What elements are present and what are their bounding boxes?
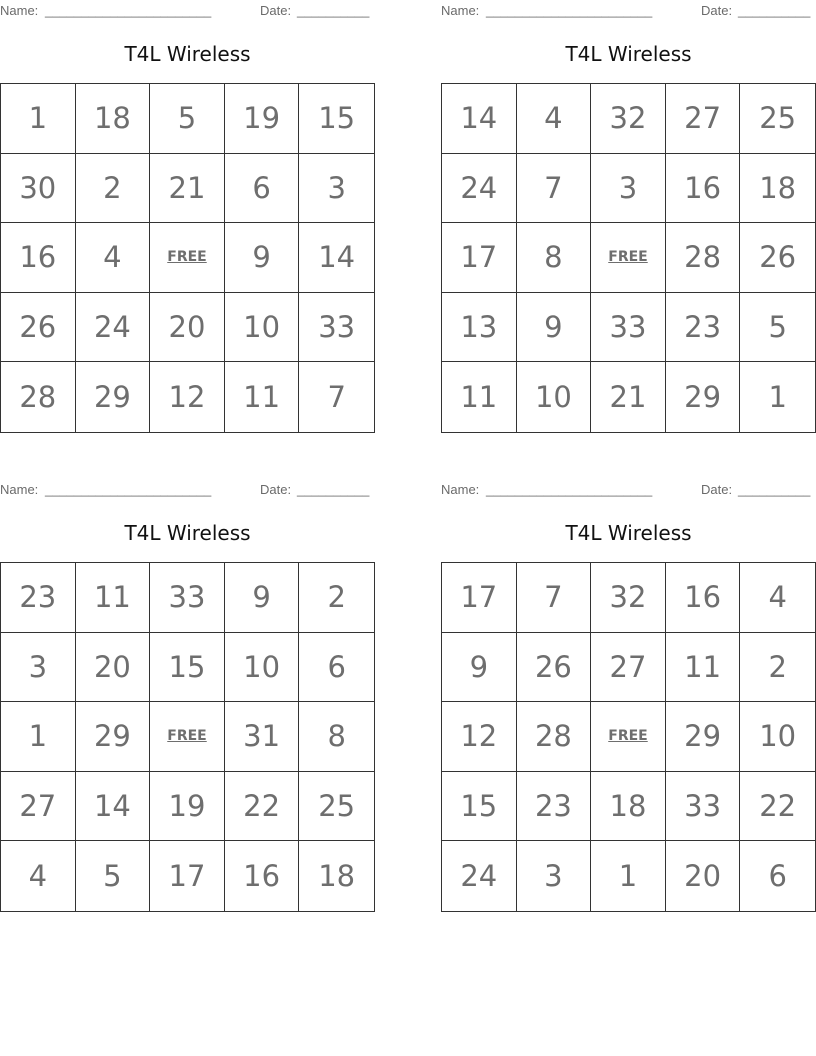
bingo-cell: 3: [517, 841, 592, 911]
bingo-cell: 18: [76, 84, 151, 154]
bingo-cell: 6: [768, 859, 787, 894]
card-title: T4L Wireless: [565, 42, 692, 66]
bingo-cell: 14: [442, 84, 517, 154]
bingo-cell: 4: [517, 84, 592, 154]
bingo-cell: 25: [740, 84, 815, 154]
bingo-cell: 21: [591, 362, 666, 432]
name-label: Name:: [441, 482, 480, 497]
bingo-cell: 1: [591, 841, 666, 911]
bingo-cell: 32: [591, 84, 666, 154]
name-field: _______________________: [486, 482, 653, 497]
bingo-cell: 23: [517, 772, 592, 842]
bingo-cell: 33: [591, 293, 666, 363]
bingo-cell: 22: [225, 772, 300, 842]
bingo-cell: 11: [442, 362, 517, 432]
bingo-cell: 28: [666, 223, 741, 293]
bingo-cell: 27: [1, 772, 76, 842]
bingo-cell: 4: [76, 223, 151, 293]
bingo-cell: 24: [442, 154, 517, 224]
bingo-cell: 2: [76, 154, 151, 224]
bingo-cell: 5: [150, 84, 225, 154]
bingo-cell: 18: [740, 154, 815, 224]
free-space-cell: FREE: [150, 223, 225, 293]
bingo-cell: 20: [76, 633, 151, 703]
bingo-cell: 15: [442, 772, 517, 842]
bingo-cell: 5: [76, 841, 151, 911]
bingo-grid: [0, 562, 375, 912]
date-label: Date:: [701, 482, 733, 497]
bingo-cell: 16: [666, 563, 741, 633]
bingo-cell: 7: [517, 154, 592, 224]
bingo-cell: 6: [299, 633, 374, 703]
bingo-cell: 16: [666, 154, 741, 224]
bingo-cell: 31: [225, 702, 300, 772]
name-field: _______________________: [45, 482, 212, 497]
bingo-cell: 33: [666, 772, 741, 842]
card-header-fields: [441, 479, 816, 499]
name-field: _______________________: [45, 3, 212, 18]
bingo-cell: 11: [666, 633, 741, 703]
bingo-cell: 12: [150, 362, 225, 432]
bingo-cell: 18: [591, 772, 666, 842]
bingo-cell: 28: [517, 702, 592, 772]
card-title: T4L Wireless: [565, 521, 692, 545]
bingo-card: [0, 0, 375, 415]
bingo-cell: 21: [150, 154, 225, 224]
bingo-cell: 1: [768, 380, 787, 415]
free-space-cell: FREE: [150, 702, 225, 772]
bingo-cell: 23: [1, 563, 76, 633]
bingo-cell: 9: [517, 293, 592, 363]
bingo-cell: 29: [76, 362, 151, 432]
bingo-cell: 9: [225, 563, 300, 633]
bingo-cell: 20: [150, 293, 225, 363]
bingo-cell: 10: [225, 293, 300, 363]
bingo-cell: 19: [150, 772, 225, 842]
date-label: Date:: [701, 3, 733, 18]
bingo-cell: 2: [299, 563, 374, 633]
date-field: __________: [738, 3, 811, 18]
bingo-cell: 27: [666, 84, 741, 154]
date-field: __________: [297, 482, 370, 497]
bingo-cell: 27: [591, 633, 666, 703]
card-header-fields: [0, 0, 375, 20]
bingo-cell: 10: [740, 702, 815, 772]
bingo-cell: 29: [76, 702, 151, 772]
card-title: T4L Wireless: [124, 521, 251, 545]
bingo-cell: 15: [299, 84, 374, 154]
bingo-cell: 1: [1, 84, 76, 154]
bingo-cell: 22: [740, 772, 815, 842]
free-space-cell: FREE: [591, 223, 666, 293]
bingo-cell: 8: [299, 702, 374, 772]
bingo-cell: 16: [1, 223, 76, 293]
bingo-cell: 33: [299, 293, 374, 363]
bingo-cell: 10: [225, 633, 300, 703]
bingo-cell: 17: [442, 223, 517, 293]
bingo-cell: 17: [150, 841, 225, 911]
bingo-cell: 19: [225, 84, 300, 154]
bingo-cell: 26: [740, 223, 815, 293]
name-label: Name:: [0, 482, 39, 497]
bingo-cell: 15: [150, 633, 225, 703]
bingo-cell: 26: [1, 293, 76, 363]
bingo-cell: 26: [517, 633, 592, 703]
bingo-cell: 3: [591, 154, 666, 224]
date-field: __________: [297, 3, 370, 18]
bingo-cell: 3: [1, 633, 76, 703]
bingo-cell: 23: [666, 293, 741, 363]
bingo-cell: 11: [225, 362, 300, 432]
bingo-cell: 14: [76, 772, 151, 842]
bingo-cell: 11: [76, 563, 151, 633]
card-header-fields: [441, 0, 816, 20]
bingo-cell: 7: [517, 563, 592, 633]
date-label: Date:: [260, 482, 292, 497]
bingo-cell: 14: [299, 223, 374, 293]
bingo-cell: 4: [1, 841, 76, 911]
bingo-cell: 18: [318, 859, 356, 894]
bingo-cell: 29: [666, 702, 741, 772]
name-label: Name:: [0, 3, 39, 18]
bingo-cell: 13: [442, 293, 517, 363]
bingo-cell: 5: [740, 293, 815, 363]
bingo-cell: 9: [442, 633, 517, 703]
bingo-cell: 25: [299, 772, 374, 842]
bingo-card: [441, 0, 816, 415]
bingo-cell: 12: [442, 702, 517, 772]
bingo-cell: 30: [1, 154, 76, 224]
name-field: _______________________: [486, 3, 653, 18]
bingo-cell: 9: [225, 223, 300, 293]
name-label: Name:: [441, 3, 480, 18]
bingo-cell: 24: [442, 841, 517, 911]
card-header-fields: [0, 479, 375, 499]
bingo-cell: 24: [76, 293, 151, 363]
bingo-cell: 6: [225, 154, 300, 224]
date-field: __________: [738, 482, 811, 497]
bingo-card: [441, 479, 816, 894]
card-title: T4L Wireless: [124, 42, 251, 66]
bingo-cell: 33: [150, 563, 225, 633]
bingo-cell: 20: [666, 841, 741, 911]
bingo-cell: 3: [299, 154, 374, 224]
bingo-cell: 4: [740, 563, 815, 633]
bingo-cell: 8: [517, 223, 592, 293]
bingo-grid: [441, 83, 816, 433]
free-space-cell: FREE: [591, 702, 666, 772]
bingo-card: [0, 479, 375, 894]
bingo-cell: 28: [1, 362, 76, 432]
bingo-cell: 29: [666, 362, 741, 432]
bingo-grid: [441, 562, 816, 912]
bingo-cell: 32: [591, 563, 666, 633]
bingo-cell: 2: [740, 633, 815, 703]
bingo-cell: 17: [442, 563, 517, 633]
date-label: Date:: [260, 3, 292, 18]
bingo-cell: 7: [327, 380, 346, 415]
bingo-cell: 10: [517, 362, 592, 432]
bingo-cell: 16: [225, 841, 300, 911]
bingo-grid: [0, 83, 375, 433]
bingo-cell: 1: [1, 702, 76, 772]
